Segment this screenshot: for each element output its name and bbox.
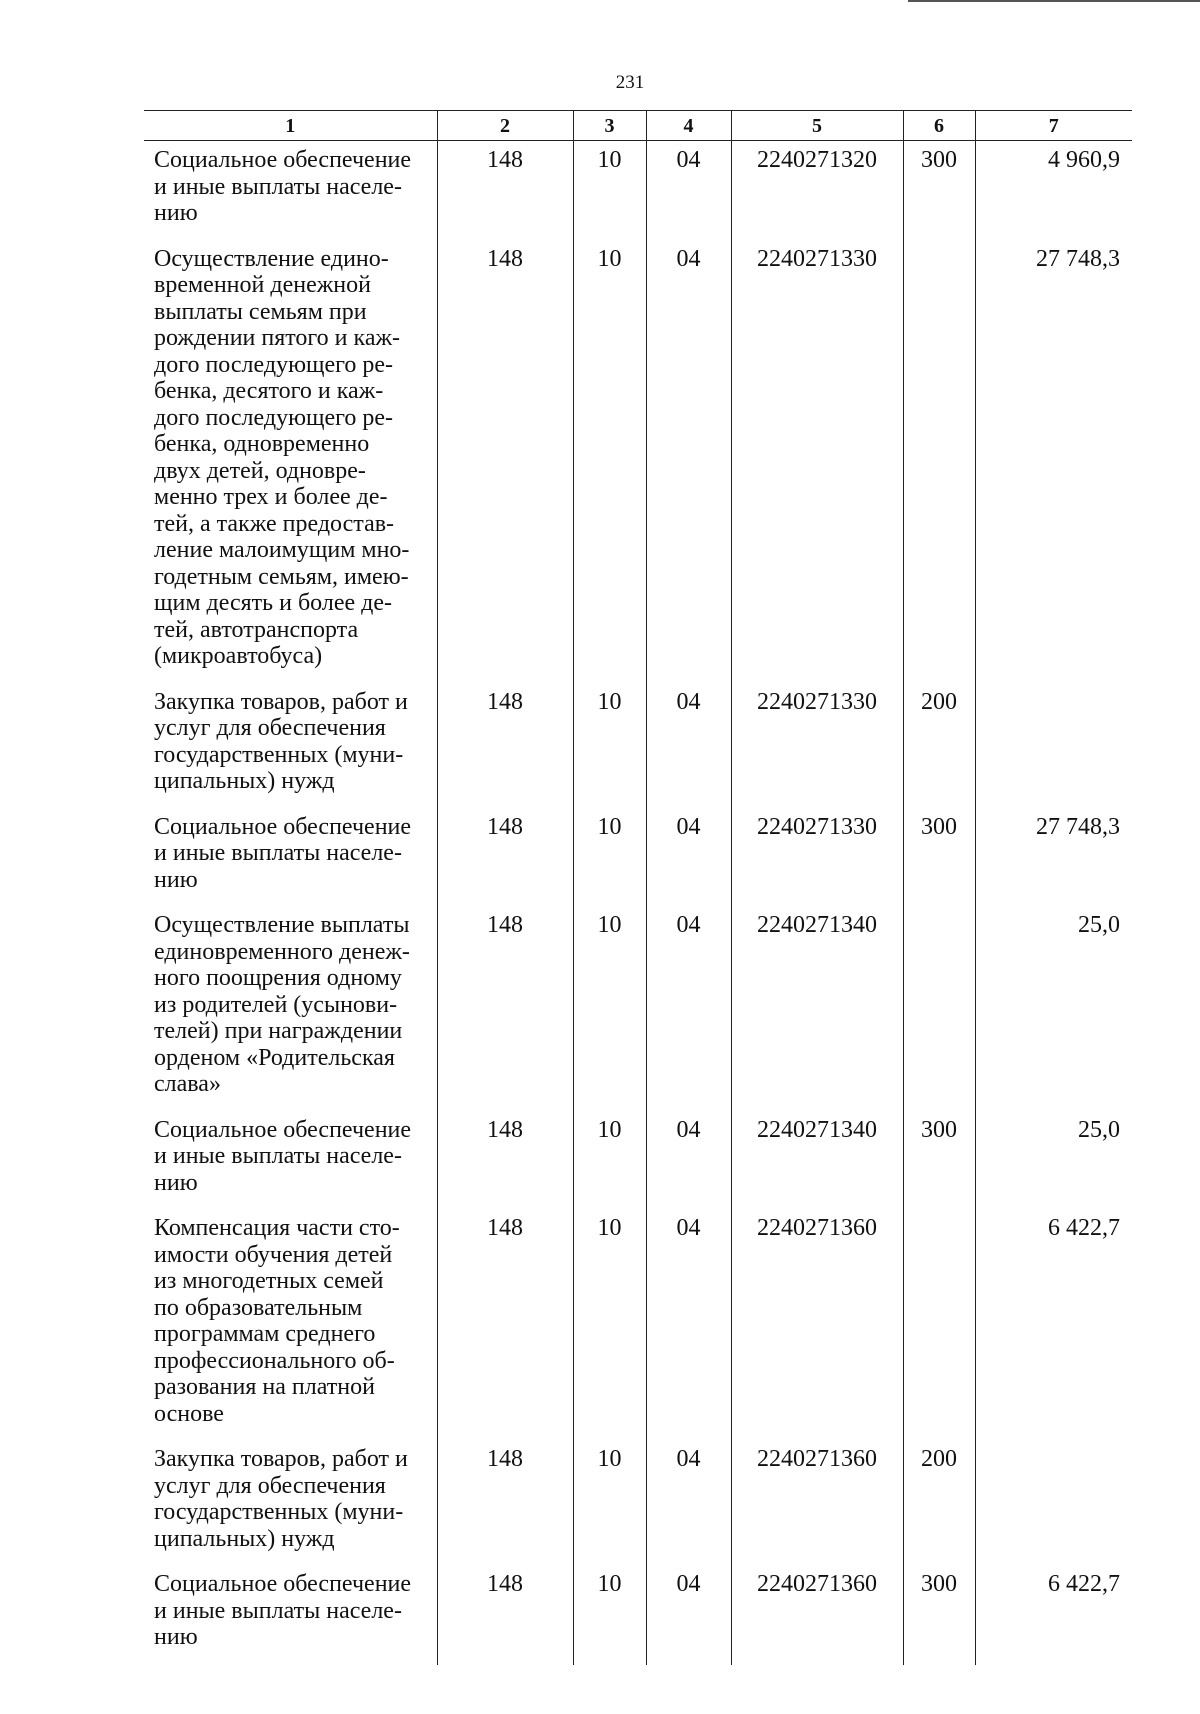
table-row: [144, 1441, 1132, 1566]
cell-amount: 6 422,7: [975, 1210, 1132, 1441]
description-text: Социальное обеспечение и иные выплаты населе- нию: [154, 1116, 412, 1196]
table-row: [144, 1566, 1132, 1665]
description-text: Компенсация части сто- имости обучения детей из многодетных семей по образовательным программам среднего профессионального об- разования на платной основе: [154, 1215, 400, 1427]
row-description: [144, 684, 437, 809]
cell-vr: 300: [903, 809, 975, 908]
cell-rz: 10: [573, 1112, 646, 1211]
cell-csr: 2240271330: [731, 684, 903, 809]
cell-vr: 300: [903, 141, 975, 241]
cell-gr: 148: [437, 809, 573, 908]
cell-csr: 2240271360: [731, 1210, 903, 1441]
cell-csr: 2240271320: [731, 141, 903, 241]
cell-amount: [975, 684, 1132, 809]
row-description: [144, 141, 437, 241]
cell-gr: 148: [437, 907, 573, 1112]
cell-vr: 300: [903, 1566, 975, 1665]
cell-gr: 148: [437, 141, 573, 241]
cell-gr: 148: [437, 1441, 573, 1566]
cell-csr: 2240271360: [731, 1566, 903, 1665]
table-row: [144, 907, 1132, 1112]
cell-amount: [975, 1441, 1132, 1566]
column-header: 6: [903, 111, 975, 141]
column-header: 4: [646, 111, 731, 141]
row-description: [144, 1566, 437, 1665]
cell-pr: 04: [646, 809, 731, 908]
cell-gr: 148: [437, 1112, 573, 1211]
cell-pr: 04: [646, 141, 731, 241]
cell-rz: 10: [573, 907, 646, 1112]
budget-table: [144, 110, 1132, 1665]
cell-pr: 04: [646, 1210, 731, 1441]
cell-pr: 04: [646, 1112, 731, 1211]
cell-rz: 10: [573, 141, 646, 241]
cell-amount: 27 748,3: [975, 241, 1132, 684]
column-header: 1: [144, 111, 437, 141]
row-description: [144, 1441, 437, 1566]
cell-csr: 2240271340: [731, 1112, 903, 1211]
description-text: Закупка товаров, работ и услуг для обеспечения государственных (муни- ципальных) нужд: [154, 688, 408, 794]
cell-vr: 200: [903, 1441, 975, 1566]
row-description: [144, 1210, 437, 1441]
cell-pr: 04: [646, 1566, 731, 1665]
description-text: Социальное обеспечение и иные выплаты населе- нию: [154, 147, 412, 226]
cell-amount: 4 960,9: [975, 141, 1132, 241]
row-description: [144, 907, 437, 1112]
column-header: 5: [731, 111, 903, 141]
row-description: [144, 1112, 437, 1211]
cell-rz: 10: [573, 684, 646, 809]
column-header: 7: [975, 111, 1132, 141]
cell-csr: 2240271330: [731, 241, 903, 684]
cell-vr: [903, 241, 975, 684]
column-header: 2: [437, 111, 573, 141]
column-header: 3: [573, 111, 646, 141]
cell-csr: 2240271330: [731, 809, 903, 908]
page-number: 231: [615, 72, 645, 93]
cell-csr: 2240271360: [731, 1441, 903, 1566]
cell-csr: 2240271340: [731, 907, 903, 1112]
cell-amount: 27 748,3: [975, 809, 1132, 908]
cell-rz: 10: [573, 809, 646, 908]
description-text: Социальное обеспечение и иные выплаты населе- нию: [154, 813, 412, 893]
cell-rz: 10: [573, 1441, 646, 1566]
cell-gr: 148: [437, 1566, 573, 1665]
cell-pr: 04: [646, 684, 731, 809]
cell-vr: 200: [903, 684, 975, 809]
table-row: [144, 1210, 1132, 1441]
cell-amount: 25,0: [975, 1112, 1132, 1211]
cell-rz: 10: [573, 241, 646, 684]
cell-vr: 300: [903, 1112, 975, 1211]
cell-rz: 10: [573, 1210, 646, 1441]
cell-amount: 6 422,7: [975, 1566, 1132, 1665]
cell-rz: 10: [573, 1566, 646, 1665]
description-text: Закупка товаров, работ и услуг для обеспечения государственных (муни- ципальных) нужд: [154, 1446, 408, 1552]
description-text: Осуществление едино- временной денежной выплаты семьям при рождении пятого и каж- дого последующего ре- бенка, десятого и каж- дого последующего ре- бенка, одновременно двух детей, одновре- менно трех и более де- тей, а также предостав- ление малоимущим мно- годетным семьям, имею- щим десять и более де- тей, автотранспорта (микроавтобуса): [154, 245, 410, 669]
row-description: [144, 809, 437, 908]
table-row: [144, 1112, 1132, 1211]
cell-gr: 148: [437, 1210, 573, 1441]
table-row: [144, 809, 1132, 908]
table-row: [144, 684, 1132, 809]
description-text: Осуществление выплаты единовременного денеж- ного поощрения одному из родителей (усынови- телей) при награждении орденом «Родительская слава»: [154, 912, 410, 1097]
cell-gr: 148: [437, 241, 573, 684]
table-header-row: [144, 111, 1132, 141]
description-text: Социальное обеспечение и иные выплаты населе- нию: [154, 1571, 412, 1650]
cell-vr: [903, 907, 975, 1112]
cell-pr: 04: [646, 241, 731, 684]
cell-pr: 04: [646, 1441, 731, 1566]
top-edge-rule: [908, 0, 1200, 2]
table-row: [144, 141, 1132, 241]
cell-vr: [903, 1210, 975, 1441]
table-row: [144, 241, 1132, 684]
cell-amount: 25,0: [975, 907, 1132, 1112]
cell-gr: 148: [437, 684, 573, 809]
cell-pr: 04: [646, 907, 731, 1112]
row-description: [144, 241, 437, 684]
